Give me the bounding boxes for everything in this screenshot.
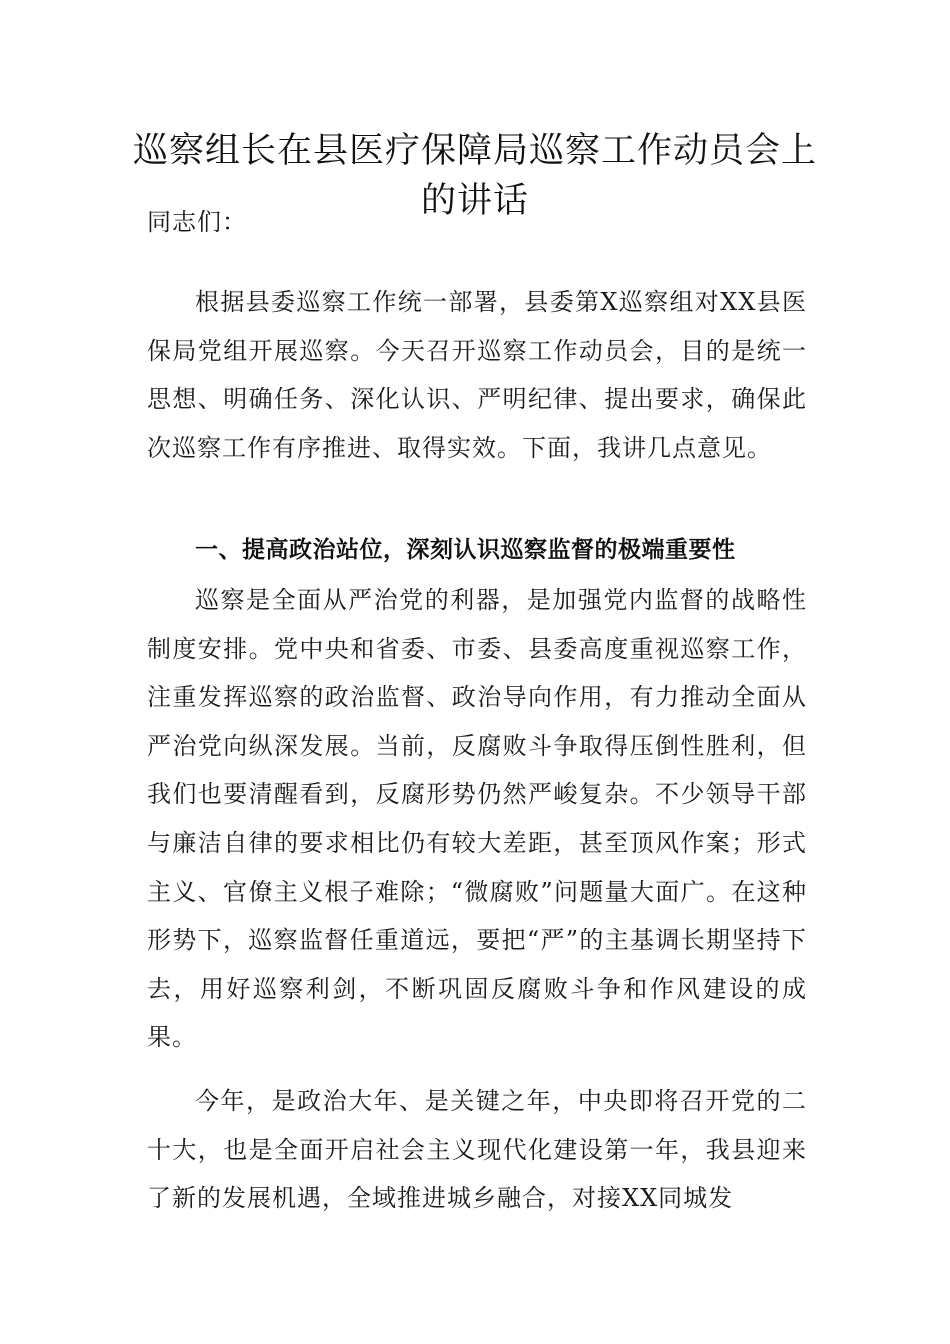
section-heading-1: 一、提高政治站位，深刻认识巡察监督的极端重要性 (195, 537, 736, 563)
paragraph-this-year: 今年，是政治大年、是关键之年，中央即将召开党的二十大，也是全面开启社会主义现代化建设第一年，我县迎来了新的发展机遇，全域推进城乡融合，对接XX同城发 (147, 1087, 807, 1213)
salutation: 同志们： (147, 208, 247, 236)
paragraph-section-1: 巡察是全面从严治党的利器，是加强党内监督的战略性制度安排。党中央和省委、市委、县委高度重视巡察工作，注重发挥巡察的政治监督、政治导向作用，有力推动全面从严治党向纵深发展。当前，反腐败斗争取得压倒性胜利，但我们也要清醒看到，反腐形势仍然严峻复杂。不少领导干部与廉洁自律的要求相比仍有较大差距，甚至顶风作案；形式主义、官僚主义根子难除；“微腐败”问题量大面广。在这种形势下，巡察监督任重道远，要把“严”的主基调长期坚持下去，用好巡察利剑，不断巩固反腐败斗争和作风建设的成果。 (147, 586, 807, 1052)
document-title: 巡察组长在县医疗保障局巡察工作动员会上的讲话 (132, 131, 817, 221)
paragraph-intro: 根据县委巡察工作统一部署，县委第X巡察组对XX县医保局党组开展巡察。今天召开巡察工作动员会，目的是统一思想、明确任务、深化认识、严明纪律、提出要求，确保此次巡察工作有序推进、取得实效。下面，我讲几点意见。 (147, 288, 807, 462)
